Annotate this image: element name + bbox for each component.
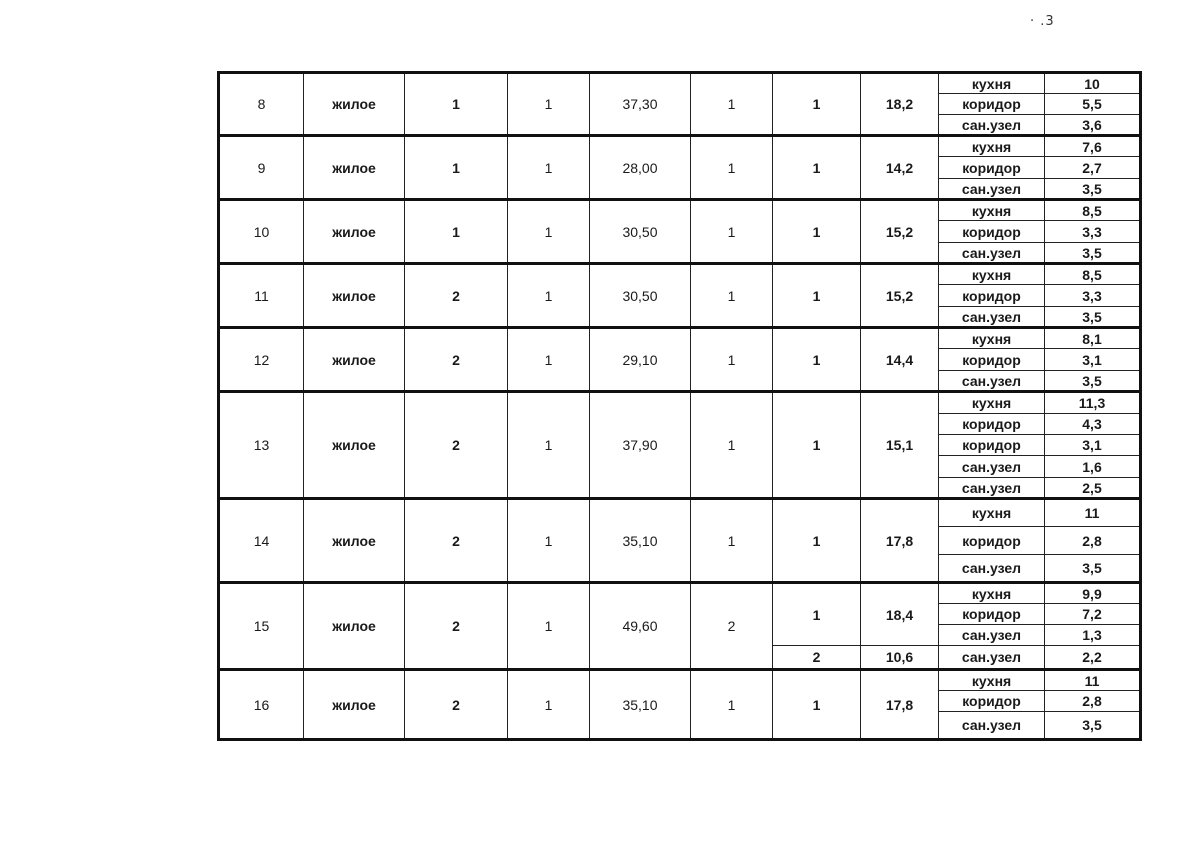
aux-room-area: 1,3 — [1045, 625, 1141, 646]
aux-room-name: сан.узел — [939, 371, 1045, 392]
aux-room-area: 3,5 — [1045, 243, 1141, 264]
aux-room-name: коридор — [939, 604, 1045, 625]
scan-corner-mark: · .3 — [1030, 14, 1055, 29]
living-room-area: 10,6 — [861, 646, 939, 670]
table-row — [219, 328, 1141, 349]
section-cell: 1 — [508, 499, 590, 583]
aux-room-name: сан.узел — [939, 115, 1045, 136]
section-cell: 1 — [508, 200, 590, 264]
aux-room-name: кухня — [939, 73, 1045, 94]
room-count-cell: 1 — [691, 328, 773, 392]
aux-room-name: коридор — [939, 221, 1045, 243]
room-count-cell: 2 — [691, 583, 773, 670]
aux-room-area: 3,5 — [1045, 555, 1141, 583]
living-room-area: 18,2 — [861, 73, 939, 136]
floor-cell: 2 — [405, 499, 508, 583]
living-room-number: 1 — [773, 392, 861, 499]
apartment-number: 15 — [219, 583, 304, 670]
table-row — [219, 392, 1141, 414]
living-room-number: 1 — [773, 73, 861, 136]
apartment-number: 8 — [219, 73, 304, 136]
aux-room-area: 7,2 — [1045, 604, 1141, 625]
aux-room-name: коридор — [939, 435, 1045, 456]
living-room-area: 17,8 — [861, 499, 939, 583]
aux-room-name: сан.узел — [939, 478, 1045, 499]
section-cell: 1 — [508, 264, 590, 328]
aux-room-area: 7,6 — [1045, 136, 1141, 157]
living-room-area: 17,8 — [861, 670, 939, 740]
aux-room-name: кухня — [939, 392, 1045, 414]
aux-room-name: кухня — [939, 670, 1045, 691]
apartment-type: жилое — [304, 200, 405, 264]
living-room-number: 1 — [773, 328, 861, 392]
apartment-number: 16 — [219, 670, 304, 740]
aux-room-area: 2,7 — [1045, 157, 1141, 179]
aux-room-name: сан.узел — [939, 555, 1045, 583]
room-count-cell: 1 — [691, 499, 773, 583]
aux-room-name: сан.узел — [939, 456, 1045, 478]
aux-room-area: 3,5 — [1045, 307, 1141, 328]
floor-cell: 2 — [405, 670, 508, 740]
aux-room-area: 10 — [1045, 73, 1141, 94]
aux-room-name: коридор — [939, 94, 1045, 115]
section-cell: 1 — [508, 73, 590, 136]
living-room-area: 15,1 — [861, 392, 939, 499]
aux-room-area: 5,5 — [1045, 94, 1141, 115]
floor-cell: 2 — [405, 328, 508, 392]
total-area-cell: 49,60 — [590, 583, 691, 670]
living-room-area: 18,4 — [861, 583, 939, 646]
apartment-type: жилое — [304, 583, 405, 670]
table-row — [219, 264, 1141, 285]
total-area-cell: 28,00 — [590, 136, 691, 200]
aux-room-area: 1,6 — [1045, 456, 1141, 478]
room-count-cell: 1 — [691, 73, 773, 136]
living-room-number: 1 — [773, 583, 861, 646]
living-room-area: 14,2 — [861, 136, 939, 200]
apartment-type: жилое — [304, 670, 405, 740]
apartment-number: 13 — [219, 392, 304, 499]
aux-room-area: 3,3 — [1045, 221, 1141, 243]
aux-room-name: коридор — [939, 691, 1045, 712]
apartment-number: 12 — [219, 328, 304, 392]
aux-room-area: 8,1 — [1045, 328, 1141, 349]
aux-room-area: 3,6 — [1045, 115, 1141, 136]
aux-room-area: 3,5 — [1045, 371, 1141, 392]
floor-cell: 1 — [405, 136, 508, 200]
living-room-number: 1 — [773, 499, 861, 583]
aux-room-name: коридор — [939, 414, 1045, 435]
aux-room-area: 11,3 — [1045, 392, 1141, 414]
aux-room-name: кухня — [939, 264, 1045, 285]
aux-room-area: 3,3 — [1045, 285, 1141, 307]
table-row — [219, 73, 1141, 94]
apartment-number: 14 — [219, 499, 304, 583]
apartment-number: 10 — [219, 200, 304, 264]
living-room-number: 1 — [773, 136, 861, 200]
apartment-number: 9 — [219, 136, 304, 200]
aux-room-area: 2,8 — [1045, 691, 1141, 712]
room-count-cell: 1 — [691, 392, 773, 499]
room-count-cell: 1 — [691, 136, 773, 200]
apartment-type: жилое — [304, 392, 405, 499]
total-area-cell: 29,10 — [590, 328, 691, 392]
total-area-cell: 37,90 — [590, 392, 691, 499]
living-room-number: 1 — [773, 670, 861, 740]
aux-room-name: кухня — [939, 328, 1045, 349]
total-area-cell: 37,30 — [590, 73, 691, 136]
aux-room-area: 8,5 — [1045, 264, 1141, 285]
aux-room-name: сан.узел — [939, 625, 1045, 646]
apartment-number: 11 — [219, 264, 304, 328]
aux-room-area: 8,5 — [1045, 200, 1141, 221]
apartment-table — [217, 71, 1142, 741]
apartment-type: жилое — [304, 136, 405, 200]
aux-room-name: сан.узел — [939, 243, 1045, 264]
aux-room-name: кухня — [939, 499, 1045, 527]
living-room-area: 15,2 — [861, 264, 939, 328]
living-room-number: 1 — [773, 200, 861, 264]
table-row — [219, 670, 1141, 691]
total-area-cell: 30,50 — [590, 200, 691, 264]
aux-room-area: 2,8 — [1045, 527, 1141, 555]
aux-room-name: кухня — [939, 583, 1045, 604]
aux-room-area: 4,3 — [1045, 414, 1141, 435]
section-cell: 1 — [508, 328, 590, 392]
aux-room-area: 3,1 — [1045, 435, 1141, 456]
aux-room-name: сан.узел — [939, 646, 1045, 670]
table-row — [219, 499, 1141, 527]
apartment-type: жилое — [304, 499, 405, 583]
total-area-cell: 35,10 — [590, 670, 691, 740]
floor-cell: 1 — [405, 73, 508, 136]
table-row — [219, 200, 1141, 221]
apartment-type: жилое — [304, 328, 405, 392]
floor-cell: 2 — [405, 583, 508, 670]
aux-room-name: кухня — [939, 200, 1045, 221]
aux-room-name: коридор — [939, 157, 1045, 179]
aux-room-area: 11 — [1045, 670, 1141, 691]
aux-room-area: 9,9 — [1045, 583, 1141, 604]
aux-room-name: коридор — [939, 285, 1045, 307]
table-row — [219, 136, 1141, 157]
living-room-number: 2 — [773, 646, 861, 670]
section-cell: 1 — [508, 392, 590, 499]
total-area-cell: 35,10 — [590, 499, 691, 583]
aux-room-area: 11 — [1045, 499, 1141, 527]
living-room-number: 1 — [773, 264, 861, 328]
aux-room-area: 3,5 — [1045, 179, 1141, 200]
room-count-cell: 1 — [691, 670, 773, 740]
aux-room-area: 3,5 — [1045, 712, 1141, 740]
aux-room-name: сан.узел — [939, 179, 1045, 200]
section-cell: 1 — [508, 136, 590, 200]
aux-room-area: 2,2 — [1045, 646, 1141, 670]
section-cell: 1 — [508, 670, 590, 740]
living-room-area: 15,2 — [861, 200, 939, 264]
aux-room-area: 2,5 — [1045, 478, 1141, 499]
table-row — [219, 583, 1141, 604]
aux-room-name: кухня — [939, 136, 1045, 157]
floor-cell: 2 — [405, 264, 508, 328]
section-cell: 1 — [508, 583, 590, 670]
aux-room-name: сан.узел — [939, 307, 1045, 328]
floor-cell: 2 — [405, 392, 508, 499]
apartment-type: жилое — [304, 73, 405, 136]
total-area-cell: 30,50 — [590, 264, 691, 328]
room-count-cell: 1 — [691, 200, 773, 264]
aux-room-name: коридор — [939, 527, 1045, 555]
floor-cell: 1 — [405, 200, 508, 264]
living-room-area: 14,4 — [861, 328, 939, 392]
aux-room-name: сан.узел — [939, 712, 1045, 740]
room-count-cell: 1 — [691, 264, 773, 328]
aux-room-name: коридор — [939, 349, 1045, 371]
aux-room-area: 3,1 — [1045, 349, 1141, 371]
apartment-type: жилое — [304, 264, 405, 328]
